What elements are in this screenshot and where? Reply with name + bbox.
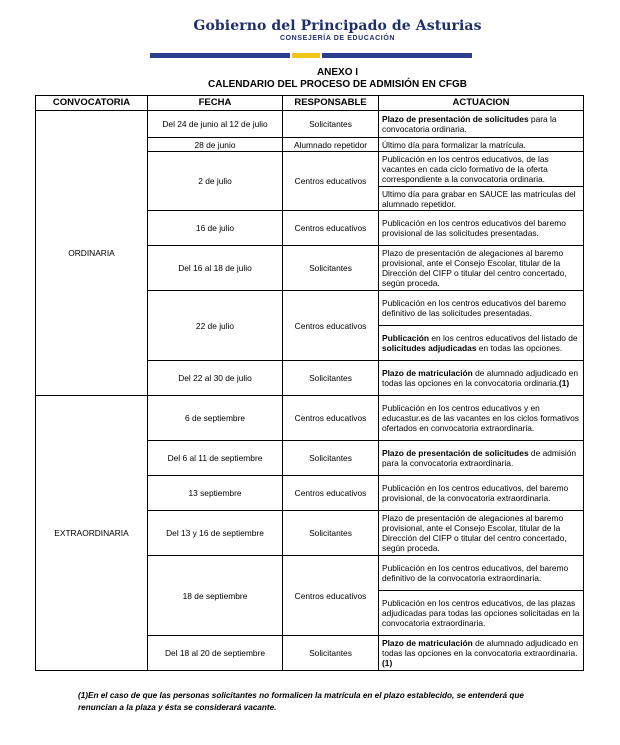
fecha-cell: 16 de julio xyxy=(148,211,283,246)
fecha-cell: 28 de junio xyxy=(148,138,283,152)
actuacion-cell: Último día para formalizar la matrícula. xyxy=(379,138,584,152)
header-bar-blue-left xyxy=(150,53,290,58)
fecha-cell: 6 de septiembre xyxy=(148,396,283,441)
actuacion-cell: Plazo de presentación de solicitudes para la convocatoria ordinaria. xyxy=(379,111,584,138)
document-header xyxy=(0,18,620,42)
responsable-cell: Centros educativos xyxy=(283,556,379,636)
actuacion-cell: Publicación en los centros educativos, de las vacantes en cada ciclo formativo de la oferta correspondiente a la convocatoria ordinaria. xyxy=(379,152,584,187)
header-fecha: FECHA xyxy=(148,96,283,111)
actuacion-cell: Publicación en los centros educativos del baremo definitivo de las solicitudes presentadas. xyxy=(379,291,584,326)
convocatoria-extraordinaria: EXTRAORDINARIA xyxy=(36,396,148,671)
header-bar-blue-right xyxy=(322,53,472,58)
responsable-cell: Solicitantes xyxy=(283,511,379,556)
responsable-cell: Centros educativos xyxy=(283,396,379,441)
table-row xyxy=(36,111,584,138)
responsable-cell: Solicitantes xyxy=(283,111,379,138)
fecha-cell: Del 6 al 11 de septiembre xyxy=(148,441,283,476)
department-subtitle: CONSEJERÍA DE EDUCACIÓN xyxy=(279,35,396,42)
responsable-cell: Centros educativos xyxy=(283,152,379,211)
actuacion-cell: Plazo de matriculación de alumnado adjudicado en todas las opciones en la convocatoria extraordinaria. (1) xyxy=(379,636,584,671)
actuacion-cell: Ultimo día para grabar en SAUCE las matrículas del alumnado repetidor. xyxy=(379,187,584,211)
admission-calendar-table xyxy=(35,95,584,671)
responsable-cell: Solicitantes xyxy=(283,636,379,671)
responsable-cell: Centros educativos xyxy=(283,291,379,361)
government-title: Gobierno del Principado de Asturias xyxy=(193,18,482,34)
annex-heading xyxy=(0,67,620,91)
responsable-cell: Centros educativos xyxy=(283,476,379,511)
actuacion-cell: Plazo de matriculación de alumnado adjudicado en todas las opciones en la convocatoria ordinaria.(1) xyxy=(379,361,584,396)
convocatoria-ordinaria: ORDINARIA xyxy=(36,111,148,396)
actuacion-cell: Publicación en los centros educativos, de las plazas adjudicadas para todas las opciones solicitadas en la convocatoria extraordinaria. xyxy=(379,591,584,636)
table-row xyxy=(36,396,584,441)
fecha-cell: 18 de septiembre xyxy=(148,556,283,636)
header-responsable: RESPONSABLE xyxy=(283,96,379,111)
actuacion-cell: Publicación en los centros educativos y en educastur.es de las vacantes en los ciclos formativos ofertados en convocatoria extraordinaria. xyxy=(379,396,584,441)
fecha-cell: 22 de julio xyxy=(148,291,283,361)
annex-label: ANEXO I xyxy=(316,67,359,78)
header-bar-yellow xyxy=(292,53,320,58)
footnote: (1)En el caso de que las personas solicitantes no formalicen la matrícula en el plazo establecido, se entenderá que renuncian a la plaza y ésta se considerará vacante. xyxy=(78,691,524,712)
responsable-cell: Alumnado repetidor xyxy=(283,138,379,152)
responsable-cell: Solicitantes xyxy=(283,246,379,291)
responsable-cell: Solicitantes xyxy=(283,361,379,396)
responsable-cell: Centros educativos xyxy=(283,211,379,246)
header-convocatoria: CONVOCATORIA xyxy=(36,96,148,111)
actuacion-cell: Plazo de presentación de alegaciones al baremo provisional, ante el Consejo Escolar, titular de la Dirección del CIFP o titular del centro concertado, según proceda. xyxy=(379,246,584,291)
fecha-cell: 13 septiembre xyxy=(148,476,283,511)
actuacion-cell: Publicación en los centros educativos, del baremo definitivo de la convocatoria extraordinaria. xyxy=(379,556,584,591)
actuacion-cell: Publicación en los centros educativos del listado de solicitudes adjudicadas en todas las opciones. xyxy=(379,326,584,361)
fecha-cell: 2 de julio xyxy=(148,152,283,211)
table-header-row xyxy=(36,96,584,111)
fecha-cell: Del 18 al 20 de septiembre xyxy=(148,636,283,671)
fecha-cell: Del 13 y 16 de septiembre xyxy=(148,511,283,556)
fecha-cell: Del 16 al 18 de julio xyxy=(148,246,283,291)
actuacion-cell: Publicación en los centros educativos del baremo provisional de las solicitudes presentadas. xyxy=(379,211,584,246)
actuacion-cell: Publicación en los centros educativos, del baremo provisional, de la convocatoria extraordinaria. xyxy=(379,476,584,511)
actuacion-cell: Plazo de presentación de alegaciones al baremo provisional, ante el Consejo Escolar, titular de la Dirección del CIFP o titular del centro concertado, según proceda. xyxy=(379,511,584,556)
header-actuacion: ACTUACION xyxy=(379,96,584,111)
actuacion-cell: Plazo de presentación de solicitudes de admisión para la convocatoria extraordinaria. xyxy=(379,441,584,476)
responsable-cell: Solicitantes xyxy=(283,441,379,476)
fecha-cell: Del 24 de junio al 12 de julio xyxy=(148,111,283,138)
fecha-cell: Del 22 al 30 de julio xyxy=(148,361,283,396)
document-title: CALENDARIO DEL PROCESO DE ADMISIÓN EN CFGB xyxy=(208,79,467,90)
